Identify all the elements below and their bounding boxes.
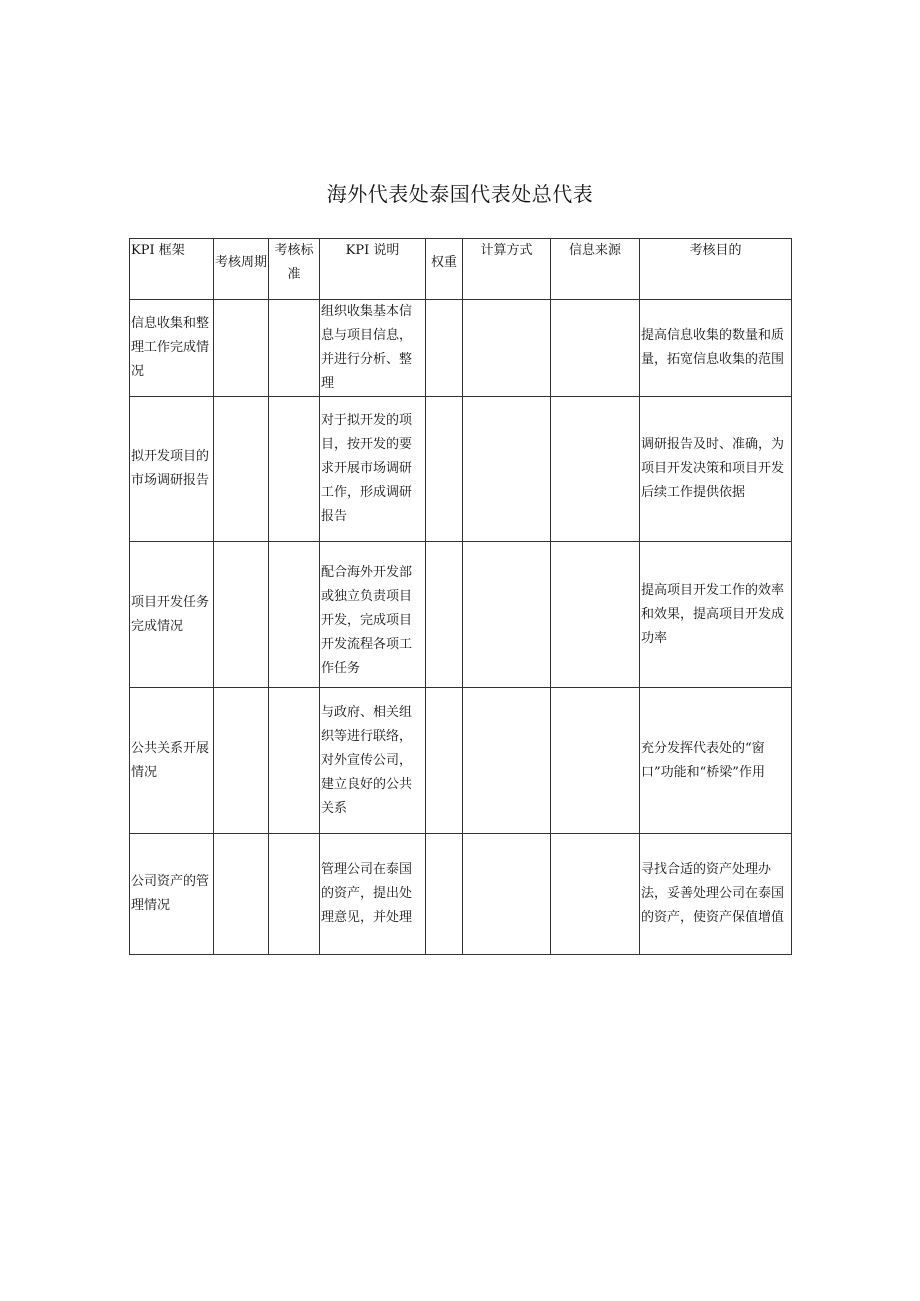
cell-purpose: 充分发挥代表处的“窗口”功能和“桥梁”作用 (640, 688, 792, 834)
cell-framework: 拟开发项目的市场调研报告 (130, 397, 214, 542)
cell-period (214, 397, 269, 542)
cell-standard (269, 688, 320, 834)
cell-weight (426, 542, 463, 688)
cell-period (214, 542, 269, 688)
table-row (130, 542, 792, 688)
cell-standard (269, 834, 320, 955)
table-row (130, 397, 792, 542)
cell-framework: 项目开发任务完成情况 (130, 542, 214, 688)
cell-framework: 公共关系开展情况 (130, 688, 214, 834)
header-review-period: 考核周期 (214, 239, 269, 300)
cell-weight (426, 834, 463, 955)
table-row (130, 834, 792, 955)
cell-source (551, 688, 640, 834)
header-information-source: 信息来源 (551, 239, 640, 300)
cell-method (463, 688, 551, 834)
cell-framework: 公司资产的管理情况 (130, 834, 214, 955)
cell-source (551, 397, 640, 542)
cell-description: 对于拟开发的项目，按开发的要求开展市场调研工作，形成调研报告 (320, 397, 426, 542)
cell-purpose: 提高信息收集的数量和质量，拓宽信息收集的范围 (640, 300, 792, 397)
cell-description: 配合海外开发部或独立负责项目开发，完成项目开发流程各项工作任务 (320, 542, 426, 688)
document-title: 海外代表处泰国代表处总代表 (326, 182, 594, 206)
cell-description: 管理公司在泰国的资产，提出处理意见，并处理 (320, 834, 426, 955)
cell-description: 与政府、相关组织等进行联络，对外宣传公司，建立良好的公共关系 (320, 688, 426, 834)
cell-weight (426, 688, 463, 834)
cell-source (551, 542, 640, 688)
cell-method (463, 397, 551, 542)
cell-method (463, 834, 551, 955)
table-row (130, 300, 792, 397)
table-header-row (130, 239, 792, 300)
cell-period (214, 834, 269, 955)
kpi-table (129, 238, 792, 955)
cell-standard (269, 542, 320, 688)
cell-period (214, 688, 269, 834)
cell-source (551, 300, 640, 397)
header-calculation-method: 计算方式 (463, 239, 551, 300)
cell-method (463, 300, 551, 397)
cell-weight (426, 397, 463, 542)
header-review-purpose: 考核目的 (640, 239, 792, 300)
cell-description: 组织收集基本信息与项目信息，并进行分析、整理 (320, 300, 426, 397)
header-review-standard: 考核标准 (269, 239, 320, 300)
table-row (130, 688, 792, 834)
cell-purpose: 调研报告及时、准确，为项目开发决策和项目开发后续工作提供依据 (640, 397, 792, 542)
cell-standard (269, 397, 320, 542)
cell-method (463, 542, 551, 688)
cell-weight (426, 300, 463, 397)
header-kpi-description: KPI 说明 (320, 239, 426, 300)
cell-source (551, 834, 640, 955)
cell-purpose: 提高项目开发工作的效率和效果，提高项目开发成功率 (640, 542, 792, 688)
cell-period (214, 300, 269, 397)
cell-framework: 信息收集和整理工作完成情况 (130, 300, 214, 397)
header-kpi-framework: KPI 框架 (130, 239, 214, 300)
cell-purpose: 寻找合适的资产处理办法，妥善处理公司在泰国的资产，使资产保值增值 (640, 834, 792, 955)
header-weight: 权重 (426, 239, 463, 300)
cell-standard (269, 300, 320, 397)
